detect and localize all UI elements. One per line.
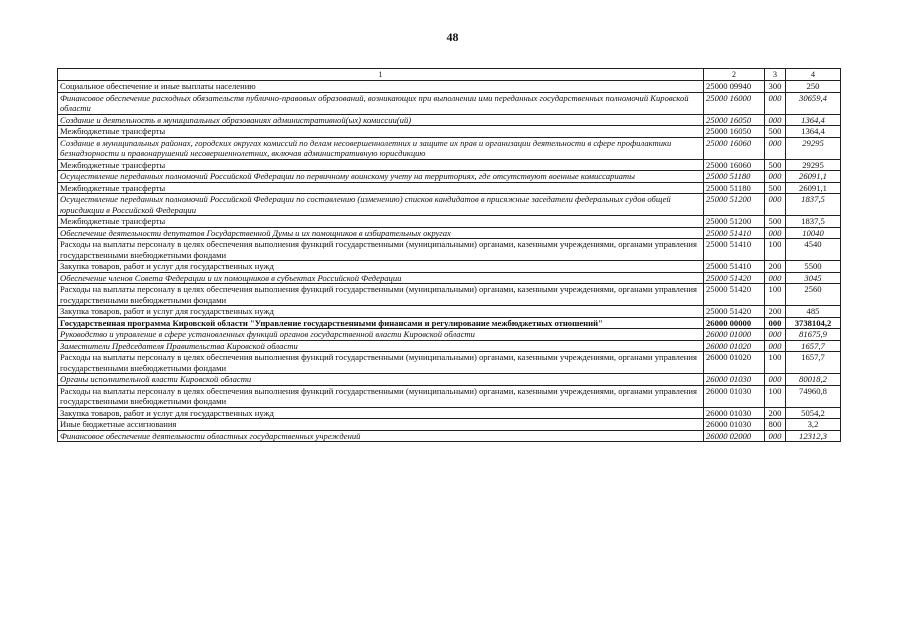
table-row [58,419,841,431]
row-type-cell: 000 [765,430,786,442]
table-row [58,92,841,114]
row-type-cell: 000 [765,317,786,329]
table-row [58,306,841,318]
row-type-cell: 000 [765,92,786,114]
row-sum-cell: 26091,1 [786,171,841,183]
row-code-cell: 25000 51410 [704,227,765,239]
row-sum-cell: 30659,4 [786,92,841,114]
table-row [58,272,841,284]
row-code-cell: 26000 01030 [704,407,765,419]
row-type-cell: 000 [765,114,786,126]
table-row [58,340,841,352]
row-code-cell: 25000 51410 [704,239,765,261]
row-sum-cell: 1837,5 [786,216,841,228]
row-name-cell: Государственная программа Кировской области "Управление государственными финансами и регулирование межбюджетных отношений" [58,317,704,329]
table-row [58,126,841,138]
table-row [58,216,841,228]
row-sum-cell: 3,2 [786,419,841,431]
row-type-cell: 000 [765,272,786,284]
table-row [58,352,841,374]
row-type-cell: 000 [765,329,786,341]
table-row [58,407,841,419]
row-name-cell: Межбюджетные трансферты [58,126,704,138]
table-row [58,194,841,216]
row-type-cell: 200 [765,407,786,419]
row-type-cell: 100 [765,385,786,407]
table-row [58,182,841,194]
row-sum-cell: 3738104,2 [786,317,841,329]
row-name-cell: Расходы на выплаты персоналу в целях обеспечения выполнения функций государственными (муниципальными) органами, казенными учреждениями, органами управления государственными внебюджетными фондами [58,239,704,261]
table-row [58,374,841,386]
row-code-cell: 25000 51420 [704,284,765,306]
row-code-cell: 25000 09940 [704,81,765,93]
row-code-cell: 25000 16050 [704,114,765,126]
row-type-cell: 100 [765,284,786,306]
row-code-cell: 25000 51180 [704,182,765,194]
row-code-cell: 25000 16050 [704,126,765,138]
row-code-cell: 26000 01030 [704,374,765,386]
row-type-cell: 300 [765,81,786,93]
row-name-cell: Межбюджетные трансферты [58,159,704,171]
row-code-cell: 26000 01030 [704,385,765,407]
column-header-2: 2 [704,69,765,81]
row-type-cell: 100 [765,352,786,374]
row-type-cell: 200 [765,261,786,273]
table-row [58,430,841,442]
row-sum-cell: 74960,8 [786,385,841,407]
table-row [58,261,841,273]
row-name-cell: Обеспечение членов Совета Федерации и их помощников в субъектах Российской Федерации [58,272,704,284]
row-code-cell: 25000 16060 [704,137,765,159]
row-sum-cell: 1657,7 [786,340,841,352]
row-type-cell: 000 [765,171,786,183]
row-name-cell: Закупка товаров, работ и услуг для государственных нужд [58,407,704,419]
table-row [58,329,841,341]
row-sum-cell: 1364,4 [786,126,841,138]
column-number-row [58,69,841,81]
row-name-cell: Финансовое обеспечение деятельности областных государственных учреждений [58,430,704,442]
table-row [58,227,841,239]
budget-table-body [58,69,841,442]
table-row [58,159,841,171]
row-code-cell: 26000 01020 [704,352,765,374]
row-type-cell: 000 [765,137,786,159]
row-code-cell: 25000 51200 [704,216,765,228]
row-type-cell: 200 [765,306,786,318]
row-name-cell: Осуществление переданных полномочий Российской Федерации по составлению (изменению) списков кандидатов в присяжные заседатели федеральных судов общей юрисдикции в Российской Федерации [58,194,704,216]
row-name-cell: Расходы на выплаты персоналу в целях обеспечения выполнения функций государственными (муниципальными) органами, казенными учреждениями, органами управления государственными внебюджетными фондами [58,385,704,407]
row-sum-cell: 3045 [786,272,841,284]
row-sum-cell: 26091,1 [786,182,841,194]
table-row [58,171,841,183]
row-type-cell: 800 [765,419,786,431]
table-row [58,114,841,126]
row-name-cell: Создание и деятельность в муниципальных образованиях административной(ых) комиссии(ий) [58,114,704,126]
row-sum-cell: 5500 [786,261,841,273]
row-code-cell: 26000 01030 [704,419,765,431]
row-sum-cell: 1364,4 [786,114,841,126]
column-header-1: 1 [58,69,704,81]
row-code-cell: 25000 51410 [704,261,765,273]
row-name-cell: Иные бюджетные ассигнования [58,419,704,431]
row-name-cell: Руководство и управление в сфере установленных функций органов государственной власти Кировской области [58,329,704,341]
row-code-cell: 26000 00000 [704,317,765,329]
table-row [58,317,841,329]
row-sum-cell: 485 [786,306,841,318]
table-row [58,81,841,93]
row-sum-cell: 250 [786,81,841,93]
row-sum-cell: 80018,2 [786,374,841,386]
row-name-cell: Органы исполнительной власти Кировской области [58,374,704,386]
column-header-4: 4 [786,69,841,81]
row-code-cell: 25000 51420 [704,272,765,284]
row-name-cell: Расходы на выплаты персоналу в целях обеспечения выполнения функций государственными (муниципальными) органами, казенными учреждениями, органами управления государственными внебюджетными фондами [58,284,704,306]
row-code-cell: 26000 01020 [704,340,765,352]
column-header-3: 3 [765,69,786,81]
row-sum-cell: 5054,2 [786,407,841,419]
row-code-cell: 25000 16000 [704,92,765,114]
table-row [58,239,841,261]
row-sum-cell: 29295 [786,137,841,159]
row-code-cell: 25000 51180 [704,171,765,183]
row-name-cell: Закупка товаров, работ и услуг для государственных нужд [58,306,704,318]
row-sum-cell: 81675,9 [786,329,841,341]
row-name-cell: Межбюджетные трансферты [58,182,704,194]
row-sum-cell: 29295 [786,159,841,171]
row-code-cell: 25000 51420 [704,306,765,318]
budget-table [57,68,841,442]
row-name-cell: Создание в муниципальных районах, городских округах комиссий по делам несовершеннолетних и защите их прав и организации деятельности в сфере профилактики безнадзорности и правонарушений несовершеннолетних, включая административную юрисдикцию [58,137,704,159]
row-name-cell: Межбюджетные трансферты [58,216,704,228]
row-name-cell: Осуществление переданных полномочий Российской Федерации по первичному воинскому учету на территориях, где отсутствуют военные комиссариаты [58,171,704,183]
page-number: 48 [446,30,459,44]
row-name-cell: Заместители Председателя Правительства Кировской области [58,340,704,352]
row-code-cell: 25000 51200 [704,194,765,216]
row-type-cell: 500 [765,159,786,171]
row-code-cell: 25000 16060 [704,159,765,171]
table-row [58,137,841,159]
row-type-cell: 500 [765,182,786,194]
row-type-cell: 000 [765,227,786,239]
row-code-cell: 26000 02000 [704,430,765,442]
row-type-cell: 000 [765,374,786,386]
table-row [58,284,841,306]
row-type-cell: 000 [765,194,786,216]
row-name-cell: Закупка товаров, работ и услуг для государственных нужд [58,261,704,273]
row-name-cell: Расходы на выплаты персоналу в целях обеспечения выполнения функций государственными (муниципальными) органами, казенными учреждениями, органами управления государственными внебюджетными фондами [58,352,704,374]
row-type-cell: 000 [765,340,786,352]
row-type-cell: 500 [765,216,786,228]
row-type-cell: 500 [765,126,786,138]
row-sum-cell: 1657,7 [786,352,841,374]
row-sum-cell: 10040 [786,227,841,239]
table-row [58,385,841,407]
row-sum-cell: 1837,5 [786,194,841,216]
row-name-cell: Обеспечение деятельности депутатов Государственной Думы и их помощников в избирательных округах [58,227,704,239]
row-sum-cell: 2560 [786,284,841,306]
row-sum-cell: 4540 [786,239,841,261]
row-code-cell: 26000 01000 [704,329,765,341]
row-type-cell: 100 [765,239,786,261]
row-sum-cell: 12312,3 [786,430,841,442]
row-name-cell: Социальное обеспечение и иные выплаты населению [58,81,704,93]
row-name-cell: Финансовое обеспечение расходных обязательств публично-правовых образований, возникающих при выполнении ими переданных государственных полномочий Кировской области [58,92,704,114]
